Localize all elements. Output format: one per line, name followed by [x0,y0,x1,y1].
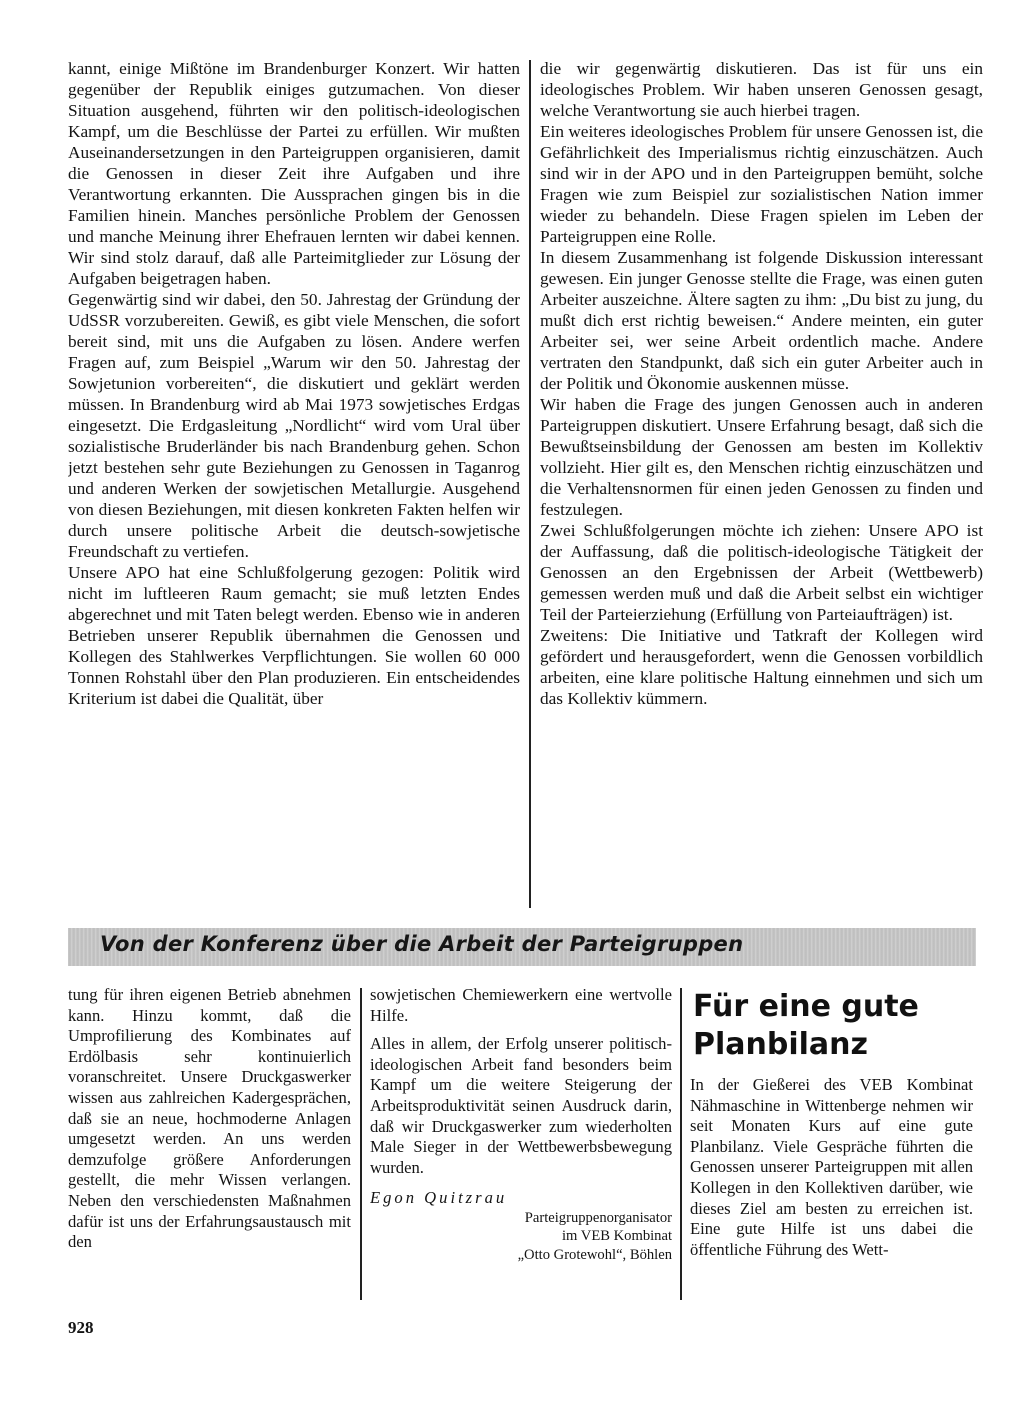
paragraph: Unsere APO hat eine Schlußfolgerung gezogen: Politik wird nicht im luftleeren Raum gemacht; sie muß letzten Endes abgerechnet und mit Taten belegt werden. Ebenso wie in anderen Betrieben unserer Republik übernahmen die Genossen und Kollegen des Stahlwerkes Verpflichtungen. Sie wollen 60 000 Tonnen Rohstahl über den Plan produzieren. Ein entscheidendes Kriterium ist dabei die Qualität, über [68,563,520,709]
paragraph: In der Gießerei des VEB Kombinat Nähmaschine in Wittenberge nehmen wir seit Monaten Kurs auf eine gute Planbilanz. Viele Gespräche führten die Genossen unserer Parteigruppen mit allen Kollegen in den Kollektiven darüber, wie dieses Ziel am besten zu erreichen ist. Eine gute Hilfe ist uns dabei die öffentliche Führung des Wett- [690,1075,973,1259]
paragraph: tung für ihren eigenen Betrieb abnehmen kann. Hinzu kommt, daß die Umprofilierung des Kombinates auf Erdölbasis sehr kontinuierlich voranschreitet. Unsere Druckgaswerker wissen aus zahlreichen Kadergesprächen, daß sie an neue, hochmoderne Anlagen umgesetzt werden. An uns werden demzufolge größere Anforderungen gestellt, die mehr Wissen verlangen. Neben den verschiedensten Maßnahmen dafür ist uns der Erfahrungsaustausch mit den [68,985,351,1252]
paragraph: Wir haben die Frage des jungen Genossen auch in anderen Parteigruppen diskutiert. Unsere Erfahrung besagt, daß sich die Bewußtseinsbildung der Genossen am besten im Kollektiv vollzieht. Hier gilt es, den Menschen richtig einzuschätzen und die Verhaltensnormen für einen jeden Genossen zu finden und festzulegen. [540,395,983,520]
top-left-column [68,58,520,908]
paragraph: Alles in allem, der Erfolg unserer politisch-ideologischen Arbeit fand besonders beim Kampf um die weitere Steigerung der Arbeitsproduktivität seinen Ausdruck darin, daß wir Druckgaswerker zum wiederholten Male Sieger in der Wettbewerbsbewegung wurden. [370,1034,672,1177]
paragraph: sowjetischen Chemiewerkern eine wertvolle Hilfe. [370,985,672,1025]
page-number: 928 [68,1318,94,1337]
banner-title: Von der Konferenz über die Arbeit der Parteigruppen [100,932,744,956]
column-divider [529,60,531,908]
bottom-middle-column [370,985,672,1305]
author-role: Parteigruppenorganisator [524,1209,672,1226]
bottom-right-column [690,1075,973,1305]
author-name: Egon Quitzrau [370,1188,508,1208]
top-right-column [540,58,983,908]
paragraph: Gegenwärtig sind wir dabei, den 50. Jahrestag der Gründung der UdSSR vorzubereiten. Gewiß, es gibt viele Menschen, die sofort bereit sind, mit uns die Aufgaben zu lösen. Andere werfen Fragen auf, zum Beispiel „Warum wir den 50. Jahrestag der Sowjetunion vorbereiten“, die diskutiert und geklärt werden müssen. In Brandenburg wird ab Mai 1973 sowjetisches Erdgas eingesetzt. Die Erdgasleitung „Nordlicht“ wird vom Ural über sozialistische Bruderländer bis nach Brandenburg gehen. Schon jetzt bestehen sehr gute Beziehungen zu Genossen in Taganrog und anderen Werken der sowjetischen Metallurgie. Ausgehend von diesen Beziehungen, mit diesen konkreten Fakten helfen wir durch unsere politische Arbeit die deutsch-sowjetische Freundschaft zu vertiefen. [68,290,520,562]
paragraph: Zwei Schlußfolgerungen möchte ich ziehen: Unsere APO ist der Auffassung, daß die politisch-ideologische Tätigkeit der Genossen an den Ergebnissen der Arbeit (Wettbewerb) gemessen werden muß und daß die Arbeit selbst ein wichtiger Teil der Parteierziehung (Erfüllung von Parteiaufträgen) ist. [540,521,983,625]
bottom-left-column [68,985,351,1305]
paragraph: In diesem Zusammenhang ist folgende Diskussion interessant gewesen. Ein junger Genosse stellte die Frage, was einen guten Arbeiter auszeichne. Ältere sagten zu ihm: „Du bist zu jung, du mußt dich erst richtig beweisen.“ Andere meinten, ein guter Arbeiter sei, wer seine Arbeit ordentlich mache. Andere vertraten den Standpunkt, daß sich ein guter Arbeiter auch in der Politik und Ökonomie auskennen müsse. [540,248,983,394]
column-divider [680,988,682,1300]
article-headline: Für eine gute Planbilanz [693,989,919,1062]
paragraph: Zweitens: Die Initiative und Tatkraft der Kollegen wird gefördert und herausgefordert, wenn die Genossen vorbildlich arbeiten, eine klare politische Haltung einnehmen und sich um das Kollektiv kümmern. [540,626,983,709]
column-divider [360,988,362,1300]
paragraph: kannt, einige Mißtöne im Brandenburger Konzert. Wir hatten gegenüber der Republik einiges gutzumachen. Von dieser Situation ausgehend, führten wir den politisch-ideologischen Kampf, um die Beschlüsse der Partei zu erfüllen. Wir mußten Auseinandersetzungen in den Parteigruppen organisieren, damit die Genossen in dieser Zeit ihre Aufgaben und ihre Verantwortung erkannten. Die Aussprachen gingen bis in die Familien hinein. Manches persönliche Problem der Genossen und manche Meinung ihrer Ehefrauen lernten wir dabei kennen. Wir sind stolz darauf, daß alle Parteimitglieder zur Lösung der Aufgaben beigetragen haben. [68,59,520,289]
author-company: „Otto Grotewohl“, Böhlen [517,1246,672,1263]
paragraph: Ein weiteres ideologisches Problem für unsere Genossen ist, die Gefährlichkeit des Imperialismus richtig einzuschätzen. Auch sind wir in der APO und in den Parteigruppen bemüht, solche Fragen wie zum Beispiel zur sozialistischen Nation immer wieder zu behandeln. Diese Fragen spielen im Leben der Parteigruppen eine Rolle. [540,122,983,247]
author-workplace: im VEB Kombinat [562,1228,672,1245]
paragraph: die wir gegenwärtig diskutieren. Das ist für uns ein ideologisches Problem. Wir haben unseren Genossen gesagt, welche Verantwortung sie auch hierbei tragen. [540,59,983,121]
